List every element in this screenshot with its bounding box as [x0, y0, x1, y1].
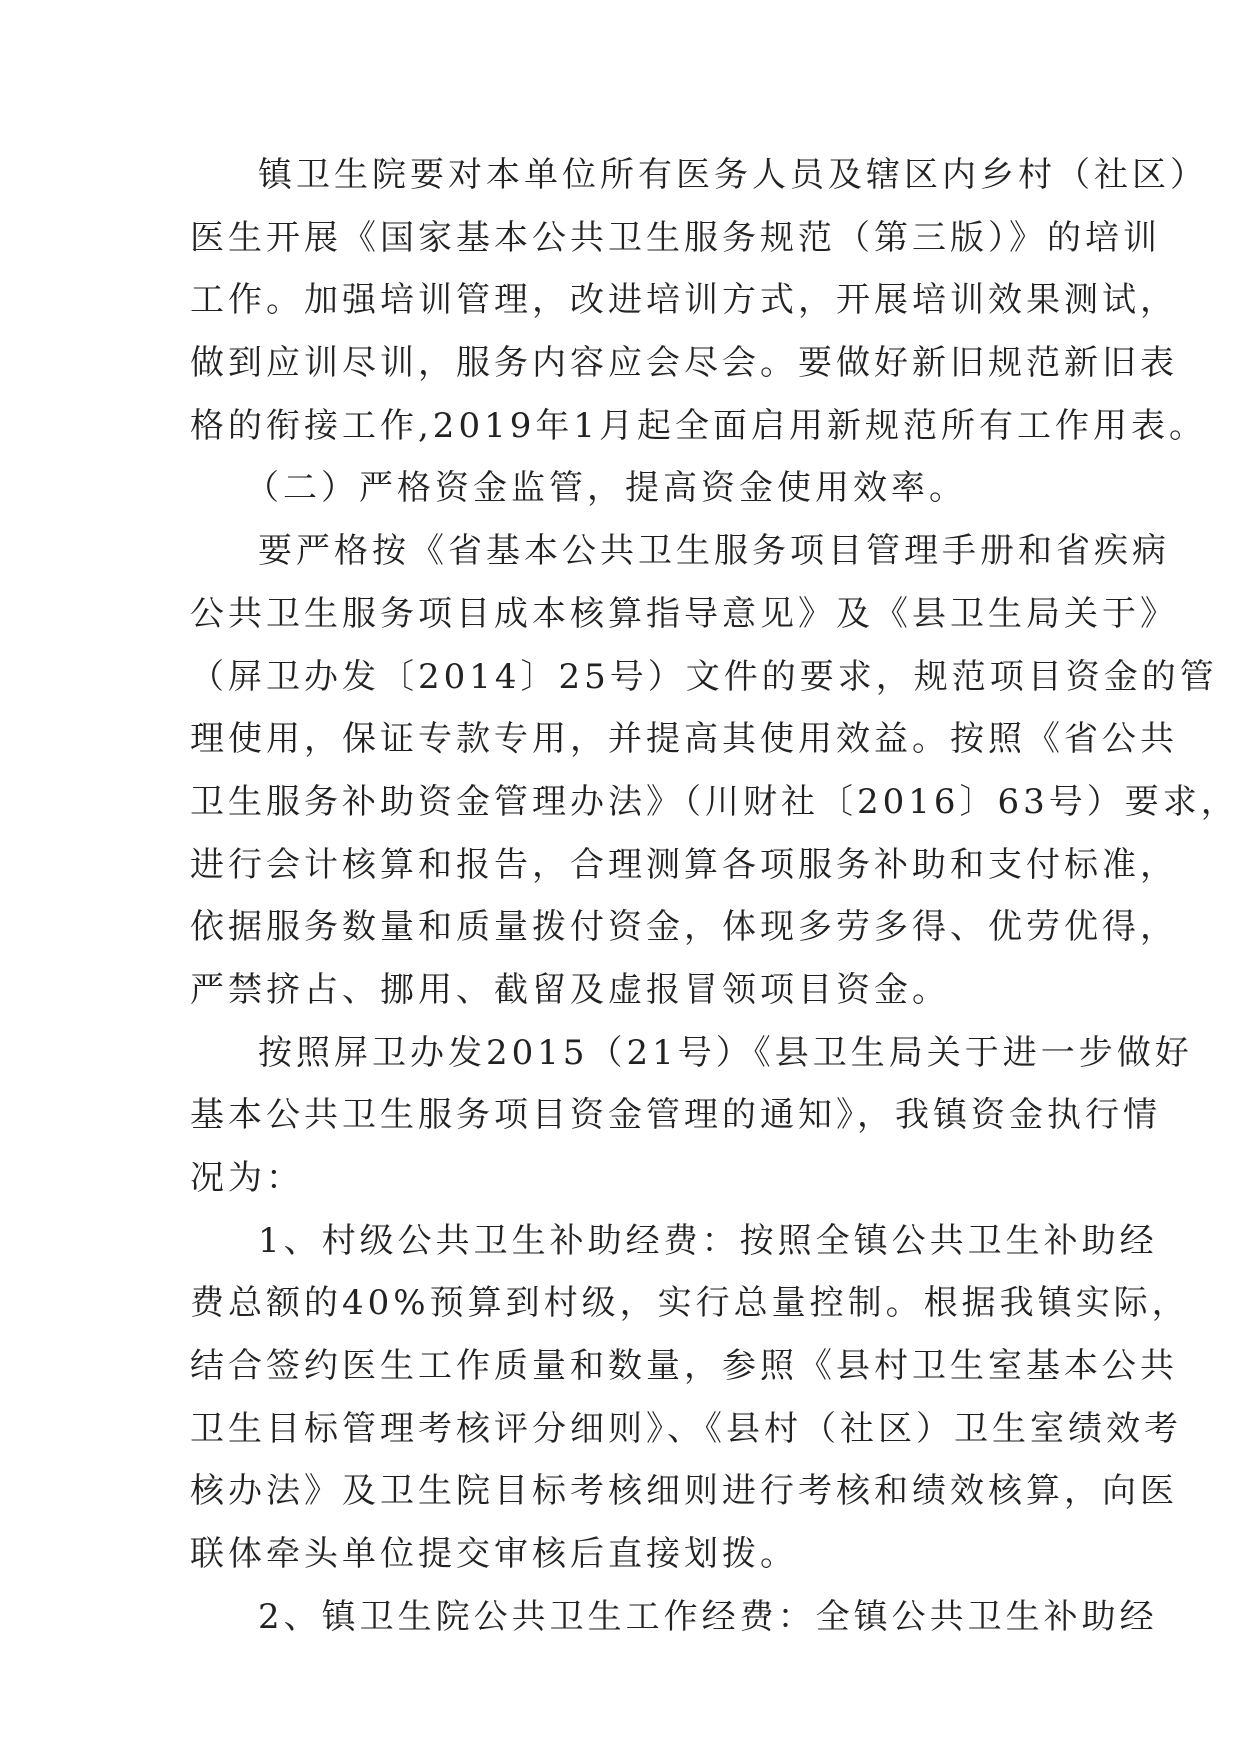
- paragraph-line: 做到应训尽训，服务内容应会尽会。要做好新旧规范新旧表: [190, 343, 1178, 384]
- paragraph-line: 2、镇卫生院公共卫生工作经费：全镇公共卫生补助经: [258, 1596, 1158, 1637]
- paragraph-line: 依据服务数量和质量拨付资金，体现多劳多得、优劳优得，: [190, 907, 1178, 948]
- paragraph-line: 按照屏卫办发2015（21号）《县卫生局关于进一步做好: [258, 1032, 1193, 1073]
- paragraph-line: 核办法》及卫生院目标考核细则进行考核和绩效核算，向医: [190, 1471, 1178, 1512]
- document-body: [190, 155, 1239, 1663]
- section-heading: （二）严格资金监管，提高资金使用效率。: [245, 468, 967, 509]
- paragraph-line: （屏卫办发〔2014〕25号）文件的要求，规范项目资金的管: [190, 656, 1218, 697]
- paragraph-line: 严禁挤占、挪用、截留及虚报冒领项目资金。: [190, 969, 950, 1010]
- paragraph-line: 卫生服务补助资金管理办法》（川财社〔2016〕63号）要求，: [190, 781, 1239, 822]
- paragraph-line: 格的衔接工作,2019年1月起全面启用新规范所有工作用表。: [190, 405, 1207, 446]
- paragraph-line: 费总额的40%预算到村级，实行总量控制。根据我镇实际，: [190, 1283, 1190, 1324]
- paragraph-line: 结合签约医生工作质量和数量，参照《县村卫生室基本公共: [190, 1346, 1178, 1387]
- paragraph-line: 基本公共卫生服务项目资金管理的通知》，我镇资金执行情: [190, 1095, 1161, 1136]
- paragraph-line: 进行会计核算和报告，合理测算各项服务补助和支付标准，: [190, 844, 1178, 885]
- paragraph-line: 工作。加强培训管理，改进培训方式，开展培训效果测试，: [190, 280, 1178, 321]
- paragraph-line: 镇卫生院要对本单位所有医务人员及辖区内乡村（社区）: [258, 155, 1208, 195]
- paragraph-line: 联体牵头单位提交审核后直接划拨。: [190, 1534, 798, 1575]
- paragraph-line: 要严格按《省基本公共卫生服务项目管理手册和省疾病: [258, 531, 1170, 572]
- paragraph-line: 理使用，保证专款专用，并提高其使用效益。按照《省公共: [190, 719, 1178, 760]
- paragraph-line: 卫生目标管理考核评分细则》、《县村（社区）卫生室绩效考: [190, 1408, 1182, 1449]
- paragraph-line: 医生开展《国家基本公共卫生服务规范（第三版）》的培训: [190, 217, 1161, 258]
- paragraph-line: 况为：: [190, 1158, 304, 1198]
- paragraph-line: 公共卫生服务项目成本核算指导意见》及《县卫生局关于》: [190, 593, 1178, 634]
- paragraph-line: 1、村级公共卫生补助经费：按照全镇公共卫生补助经: [258, 1220, 1158, 1261]
